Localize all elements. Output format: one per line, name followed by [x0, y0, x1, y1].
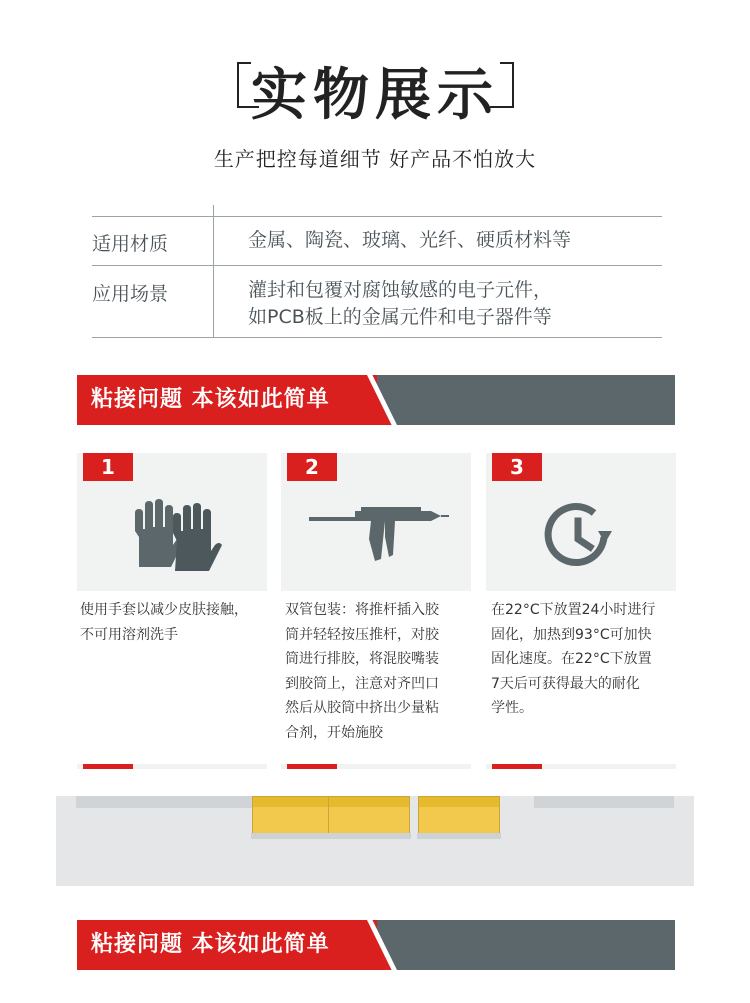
cartridge-base [251, 833, 335, 839]
spec-value-application [248, 277, 658, 331]
cartridge-stripe [329, 797, 409, 807]
step-card-2 [281, 453, 471, 591]
step-text-line: 合剂，开始施胶 [285, 724, 383, 741]
section-title [0, 58, 750, 138]
page-title: 实物展示 [251, 63, 499, 128]
step-text-line: 不可用溶剂洗手 [80, 626, 178, 643]
step-card-1 [77, 453, 267, 591]
dispensing-gun-icon [281, 479, 471, 591]
section-banner [77, 920, 675, 970]
cartridge-image [328, 796, 410, 834]
step-text-line: 固化速度。在22°C下放置 [491, 651, 652, 667]
section-banner [77, 375, 675, 425]
step-text-line: 筒进行排胶，将混胶嘴装 [285, 651, 439, 667]
gloves-icon [77, 479, 267, 591]
step-text-line: 然后从胶筒中挤出少量粘 [285, 700, 439, 716]
clock-cure-icon [486, 479, 676, 591]
product-photo [56, 796, 694, 886]
step-badge-stub [492, 764, 542, 769]
spec-divider [92, 265, 662, 266]
banner-label: 粘接问题 本该如此简单 [91, 387, 330, 412]
photo-shadow [534, 796, 674, 808]
step-text-line: 使用手套以减少皮肤接触， [80, 602, 248, 618]
spec-label-material: 适用材质 [92, 233, 169, 255]
step-card-stub [486, 764, 676, 769]
page-subtitle: 生产把控每道细节 好产品不怕放大 [213, 147, 537, 171]
step-text-line: 固化，加热到93°C可加快 [491, 626, 652, 643]
spec-value-material: 金属、陶瓷、玻璃、光纤、硬质材料等 [248, 229, 572, 251]
step-text-line: 在22°C下放置24小时进行 [491, 602, 656, 618]
step-badge-stub [83, 764, 133, 769]
spec-divider [92, 337, 662, 338]
step-card-stub [281, 764, 471, 769]
cartridge-stripe [419, 797, 499, 807]
step-text-1 [80, 598, 275, 647]
step-text-line: 7天后可获得最大的耐化 [491, 675, 640, 692]
cartridge-base [327, 833, 411, 839]
spec-column-divider [213, 205, 214, 338]
cartridge-base [417, 833, 501, 839]
step-card-3 [486, 453, 676, 591]
step-number: 3 [492, 453, 542, 481]
cartridge-stripe [253, 797, 333, 807]
spec-divider [92, 216, 662, 217]
banner-label: 粘接问题 本该如此简单 [91, 932, 330, 957]
photo-shadow [76, 796, 256, 808]
spec-label-application: 应用场景 [92, 283, 169, 305]
cartridge-image [252, 796, 334, 834]
step-text-line: 到胶筒上，注意对齐凹口 [285, 675, 439, 692]
step-card-stub [77, 764, 267, 769]
step-text-line: 学性。 [491, 700, 533, 716]
spec-value-line: 如PCB板上的金属元件和电子器件等 [248, 306, 552, 328]
step-text-2 [285, 598, 475, 745]
step-text-line: 筒并轻轻按压推杆，对胶 [285, 626, 439, 643]
step-text-line: 双管包装：将推杆插入胶 [285, 602, 439, 618]
step-badge-stub [287, 764, 337, 769]
step-number: 2 [287, 453, 337, 481]
spec-value-line: 灌封和包覆对腐蚀敏感的电子元件， [248, 279, 553, 301]
step-number: 1 [83, 453, 133, 481]
cartridge-image [418, 796, 500, 834]
step-text-3 [491, 598, 681, 721]
